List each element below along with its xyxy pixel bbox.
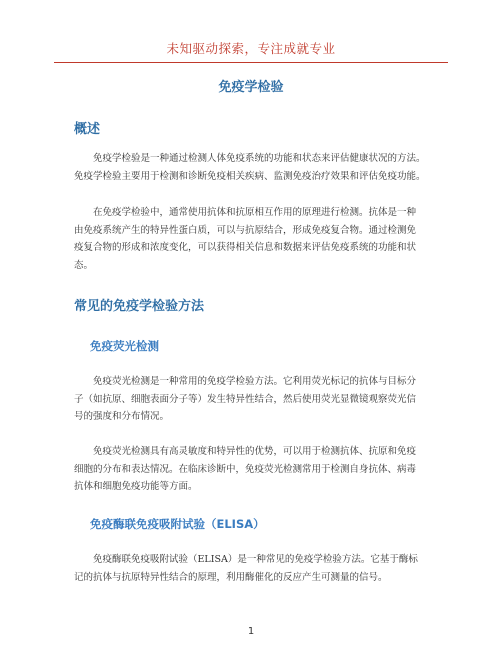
paragraph-line: 态。: [74, 259, 94, 271]
paragraph: [74, 204, 434, 274]
paragraph-line: 免疫酶联免疫吸附试验（ELISA）是一种常见的免疫学检验方法。它基于酶标: [74, 554, 418, 565]
paragraph: [74, 373, 434, 426]
paragraph-line: 免疫荧光检测是一种常用的免疫学检验方法。它利用荧光标记的抗体与目标分: [74, 376, 417, 387]
header-divider: [54, 62, 448, 63]
paragraph-line: 由免疫系统产生的特异性蛋白质，可以与抗原结合，形成免疫复合物。通过检测免: [74, 224, 417, 236]
document-title: 免疫学检验: [218, 80, 284, 95]
subsection-heading-immunofluorescence: 免疫荧光检测: [90, 339, 159, 353]
header-motto: 未知驱动探索，专注成就专业: [166, 41, 336, 56]
section-heading-overview: 概述: [74, 122, 101, 137]
paragraph-line: 免疫荧光检测具有高灵敏度和特异性的优势，可以用于检测抗体、抗原和免疫: [74, 446, 417, 457]
paragraph-line: 号的强度和分布情况。: [74, 411, 170, 422]
paragraph-line: 免疫学检验是一种通过检测人体免疫系统的功能和状态来评估健康状况的方法。: [74, 153, 426, 164]
paragraph-line: 记的抗体与抗原特异性结合的原理，利用酶催化的反应产生可测量的信号。: [74, 571, 388, 583]
paragraph: [74, 443, 434, 496]
paragraph-line: 子（如抗原、细胞表面分子等）发生特异性结合，然后使用荧光显微镜观察荧光信: [74, 393, 417, 405]
paragraph-line: 抗体和细胞免疫功能等方面。: [74, 481, 198, 492]
paragraph: [74, 150, 434, 185]
paragraph-line: 细胞的分布和表达情况。在临床诊断中，免疫荧光检测常用于检测自身抗体、病毒: [74, 463, 417, 475]
section-heading-methods: 常见的免疫学检验方法: [74, 299, 205, 314]
page-number: 1: [247, 626, 255, 637]
paragraph-line: 在免疫学检验中，通常使用抗体和抗原相互作用的原理进行检测。抗体是一种: [74, 207, 417, 218]
subsection-heading-elisa: 免疫酶联免疫吸附试验（ELISA）: [90, 517, 265, 531]
paragraph-line: 疫复合物的形成和浓度变化，可以获得相关信息和数据来评估免疫系统的功能和状: [74, 242, 417, 253]
paragraph-line: 免疫学检验主要用于检测和诊断免疫相关疾病、监测免疫治疗效果和评估免疫功能。: [74, 170, 426, 182]
paragraph: [74, 551, 434, 586]
